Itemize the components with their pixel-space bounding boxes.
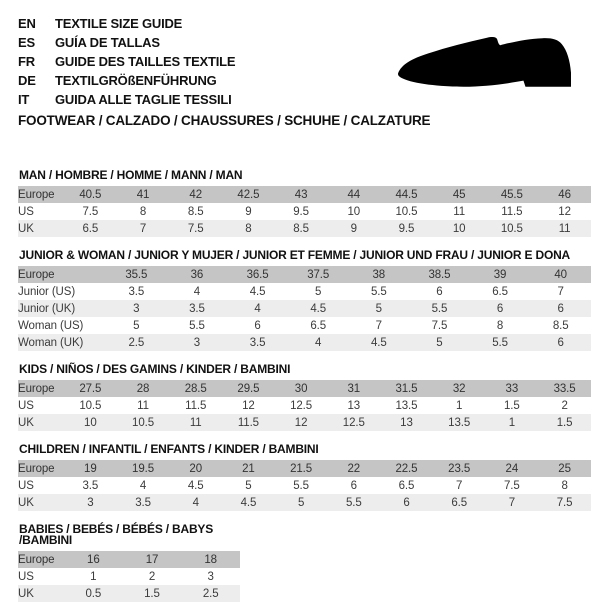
size-value-cell: 1.5: [556, 416, 573, 429]
size-value-cell: 8.5: [293, 222, 309, 235]
row-label: UK: [18, 416, 34, 429]
size-value-cell: 5.5: [345, 496, 362, 509]
row-label: Europe: [18, 462, 55, 475]
size-table-man: [18, 186, 591, 237]
table-row: [18, 494, 591, 511]
size-value-cell: 4.5: [249, 285, 266, 298]
size-value-cell: 3: [193, 336, 201, 349]
size-value-cell: 39: [493, 268, 507, 281]
row-label: Europe: [18, 268, 55, 281]
section-man: [18, 170, 591, 237]
table-row: [18, 380, 591, 397]
size-value-cell: 24: [505, 462, 519, 475]
size-value-cell: 42: [189, 188, 203, 201]
size-value-cell: 6: [436, 285, 443, 298]
size-value-cell: 19.5: [132, 462, 155, 475]
size-value-cell: 4.5: [240, 496, 257, 509]
size-value-cell: 7.5: [504, 479, 520, 492]
size-value-cell: 45: [452, 188, 466, 201]
size-value-cell: 9.5: [398, 222, 415, 235]
size-value-cell: 13: [400, 416, 413, 429]
row-label: Europe: [18, 382, 55, 395]
size-value-cell: 4.5: [187, 479, 204, 492]
size-table-junior-woman: [18, 266, 591, 351]
size-value-cell: 6: [254, 319, 261, 332]
size-value-cell: 31.5: [395, 382, 418, 395]
size-value-cell: 6.5: [492, 285, 508, 298]
table-row: [18, 266, 591, 283]
size-value-cell: 11.5: [237, 416, 259, 429]
size-value-cell: 36.5: [246, 268, 269, 281]
size-value-cell: 3: [133, 302, 140, 315]
size-value-cell: 5.5: [492, 336, 508, 349]
size-value-cell: 5: [245, 479, 252, 492]
size-value-cell: 7: [508, 496, 515, 509]
size-value-cell: 6.5: [398, 479, 415, 492]
size-value-cell: 30: [294, 382, 308, 395]
size-value-cell: 7: [557, 285, 564, 298]
language-code: FR: [18, 54, 35, 69]
size-value-cell: 9: [245, 205, 252, 218]
size-value-cell: 33.5: [553, 382, 576, 395]
section-babies: [18, 524, 240, 602]
size-value-cell: 36: [190, 268, 204, 281]
size-value-cell: 18: [204, 553, 217, 566]
size-value-cell: 6: [557, 302, 564, 315]
size-value-cell: 7: [456, 479, 463, 492]
table-title-man: MAN / HOMBRE / HOMME / MANN / MAN: [19, 168, 243, 182]
table-row: [18, 220, 591, 237]
size-value-cell: 12: [242, 399, 255, 412]
size-value-cell: 8: [139, 205, 147, 218]
row-label: UK: [18, 222, 34, 235]
size-value-cell: 45.5: [500, 188, 523, 201]
size-value-cell: 38: [372, 268, 386, 281]
size-value-cell: 22.5: [395, 462, 418, 475]
table-row: [18, 568, 240, 585]
size-value-cell: 4: [139, 479, 147, 492]
size-value-cell: 8: [496, 319, 504, 332]
size-value-cell: 6.5: [451, 496, 467, 509]
size-value-cell: 35.5: [125, 268, 148, 281]
table-title-children: CHILDREN / INFANTIL / ENFANTS / KINDER / BAMBINI: [19, 442, 319, 456]
size-value-cell: 10: [84, 416, 97, 429]
size-value-cell: 23.5: [448, 462, 471, 475]
section-children: [18, 444, 591, 511]
size-value-cell: 5.5: [293, 479, 309, 492]
size-value-cell: 41: [136, 188, 150, 201]
table-title-kids: KIDS / NIÑOS / DES GAMINS / KINDER / BAMBINI: [19, 362, 291, 376]
size-value-cell: 7: [139, 222, 147, 235]
size-value-cell: 38.5: [428, 268, 451, 281]
row-label: Woman (UK): [18, 336, 84, 349]
size-value-cell: 10.5: [500, 222, 523, 235]
size-value-cell: 6.5: [82, 222, 99, 235]
size-value-cell: 21.5: [290, 462, 313, 475]
size-value-cell: 7.5: [556, 496, 573, 509]
size-value-cell: 4: [193, 285, 201, 298]
language-code: IT: [18, 92, 30, 107]
size-value-cell: 17: [145, 553, 159, 566]
size-value-cell: 40.5: [79, 188, 102, 201]
size-value-cell: 11: [189, 416, 202, 429]
table-row: [18, 334, 591, 351]
size-value-cell: 44.5: [395, 188, 418, 201]
size-value-cell: 4: [192, 496, 199, 509]
size-value-cell: 3.5: [249, 336, 266, 349]
row-label: US: [18, 205, 34, 218]
size-value-cell: 44: [347, 188, 361, 201]
size-value-cell: 4.5: [310, 302, 327, 315]
row-label: Junior (US): [18, 285, 76, 298]
size-value-cell: 11.5: [185, 399, 207, 412]
table-row: [18, 283, 591, 300]
size-value-cell: 37.5: [307, 268, 330, 281]
table-row: [18, 186, 591, 203]
size-value-cell: 8.5: [552, 319, 569, 332]
language-code: EN: [18, 16, 36, 31]
size-value-cell: 13.5: [395, 399, 418, 412]
size-value-cell: 46: [558, 188, 571, 201]
size-value-cell: 43: [294, 188, 308, 201]
shoe-icon: [398, 36, 572, 93]
table-row: [18, 203, 591, 220]
row-label: Europe: [18, 188, 55, 201]
size-value-cell: 5.5: [370, 285, 387, 298]
size-table-children: [18, 460, 591, 511]
size-value-cell: 10.5: [395, 205, 418, 218]
size-value-cell: 11.5: [501, 205, 523, 218]
size-value-cell: 22: [347, 462, 361, 475]
row-label: UK: [18, 496, 34, 509]
size-value-cell: 4: [254, 302, 261, 315]
language-title: GUIDA ALLE TAGLIE TESSILI: [55, 92, 232, 107]
size-value-cell: 3: [207, 570, 214, 583]
section-junior-woman: [18, 250, 591, 351]
size-value-cell: 5: [375, 302, 382, 315]
size-value-cell: 4.5: [370, 336, 387, 349]
size-value-cell: 9.5: [293, 205, 309, 218]
table-row: [18, 460, 591, 477]
size-value-cell: 7.5: [82, 205, 99, 218]
size-value-cell: 11: [558, 222, 571, 235]
size-value-cell: 2.5: [128, 336, 145, 349]
size-value-cell: 5: [436, 336, 443, 349]
row-label: Woman (US): [18, 319, 84, 332]
size-value-cell: 29.5: [237, 382, 260, 395]
size-value-cell: 42.5: [237, 188, 260, 201]
size-table-babies: [18, 551, 240, 602]
size-value-cell: 3.5: [128, 285, 145, 298]
size-value-cell: 13: [347, 399, 361, 412]
size-value-cell: 2.5: [202, 587, 219, 600]
size-value-cell: 10: [347, 205, 361, 218]
language-title: TEXTILGRÖßENFÜHRUNG: [55, 73, 217, 88]
size-value-cell: 21: [242, 462, 255, 475]
size-value-cell: 12: [294, 416, 308, 429]
size-value-cell: 5: [315, 285, 322, 298]
size-value-cell: 6: [403, 496, 410, 509]
size-value-cell: 33: [505, 382, 519, 395]
size-value-cell: 7.5: [187, 222, 204, 235]
language-code: DE: [18, 73, 36, 88]
row-label: Europe: [18, 553, 55, 566]
size-value-cell: 8: [561, 479, 568, 492]
size-value-cell: 12.5: [342, 416, 365, 429]
size-value-cell: 6: [350, 479, 357, 492]
size-value-cell: 20: [189, 462, 203, 475]
language-code: ES: [18, 35, 35, 50]
table-title-junior-woman: JUNIOR & WOMAN / JUNIOR Y MUJER / JUNIOR ET FEMME / JUNIOR UND FRAU / JUNIOR E DONA: [19, 248, 571, 262]
size-value-cell: 1: [508, 416, 515, 429]
size-value-cell: 11: [453, 205, 466, 218]
size-value-cell: 7: [375, 319, 382, 332]
size-value-cell: 2: [561, 399, 568, 412]
size-value-cell: 5.5: [431, 302, 448, 315]
size-value-cell: 31: [347, 382, 361, 395]
size-value-cell: 27.5: [79, 382, 102, 395]
size-value-cell: 8: [245, 222, 252, 235]
size-value-cell: 19: [84, 462, 97, 475]
section-kids: [18, 364, 591, 431]
size-value-cell: 10.5: [79, 399, 102, 412]
size-value-cell: 6: [557, 336, 564, 349]
size-value-cell: 3.5: [82, 479, 99, 492]
table-row: [18, 300, 591, 317]
size-value-cell: 1: [456, 399, 463, 412]
size-value-cell: 40: [554, 268, 567, 281]
size-value-cell: 25: [558, 462, 571, 475]
row-label: US: [18, 399, 34, 412]
size-value-cell: 10.5: [132, 416, 155, 429]
size-value-cell: 6.5: [310, 319, 327, 332]
size-value-cell: 9: [350, 222, 357, 235]
size-value-cell: 1.5: [144, 587, 160, 600]
size-value-cell: 1: [90, 570, 97, 583]
table-row: [18, 414, 591, 431]
size-value-cell: 7.5: [431, 319, 448, 332]
size-value-cell: 12: [558, 205, 571, 218]
size-value-cell: 32: [452, 382, 466, 395]
language-title: TEXTILE SIZE GUIDE: [55, 16, 183, 31]
size-value-cell: 2: [148, 570, 156, 583]
size-value-cell: 4: [315, 336, 322, 349]
row-label: US: [18, 570, 34, 583]
table-row: [18, 551, 240, 568]
size-value-cell: 11: [137, 399, 149, 412]
row-label: UK: [18, 587, 34, 600]
size-value-cell: 3.5: [135, 496, 151, 509]
size-value-cell: 3: [87, 496, 94, 509]
size-value-cell: 5: [133, 319, 140, 332]
row-label: US: [18, 479, 34, 492]
size-value-cell: 3.5: [189, 302, 205, 315]
size-value-cell: 5.5: [189, 319, 205, 332]
size-value-cell: 28: [136, 382, 150, 395]
size-value-cell: 5: [297, 496, 305, 509]
table-row: [18, 397, 591, 414]
row-label: Junior (UK): [18, 302, 76, 315]
size-value-cell: 28.5: [184, 382, 207, 395]
size-value-cell: 0.5: [85, 587, 102, 600]
size-value-cell: 12.5: [290, 399, 313, 412]
size-value-cell: 6: [496, 302, 504, 315]
table-row: [18, 477, 591, 494]
language-title: GUIDE DES TAILLES TEXTILE: [55, 54, 236, 69]
language-row-en: [18, 14, 591, 33]
size-value-cell: 8.5: [187, 205, 204, 218]
size-value-cell: 10: [452, 222, 466, 235]
table-row: [18, 317, 591, 334]
size-value-cell: 16: [87, 553, 100, 566]
category-heading: FOOTWEAR / CALZADO / CHAUSSURES / SCHUHE / CALZATURE: [18, 113, 431, 128]
size-value-cell: 13.5: [448, 416, 471, 429]
table-title-babies: BABIES / BEBÉS / BÉBÉS / BABYS /BAMBINI: [19, 522, 214, 547]
size-table-kids: [18, 380, 591, 431]
size-value-cell: 1.5: [504, 399, 520, 412]
table-row: [18, 585, 240, 602]
language-title: GUÍA DE TALLAS: [55, 35, 160, 50]
